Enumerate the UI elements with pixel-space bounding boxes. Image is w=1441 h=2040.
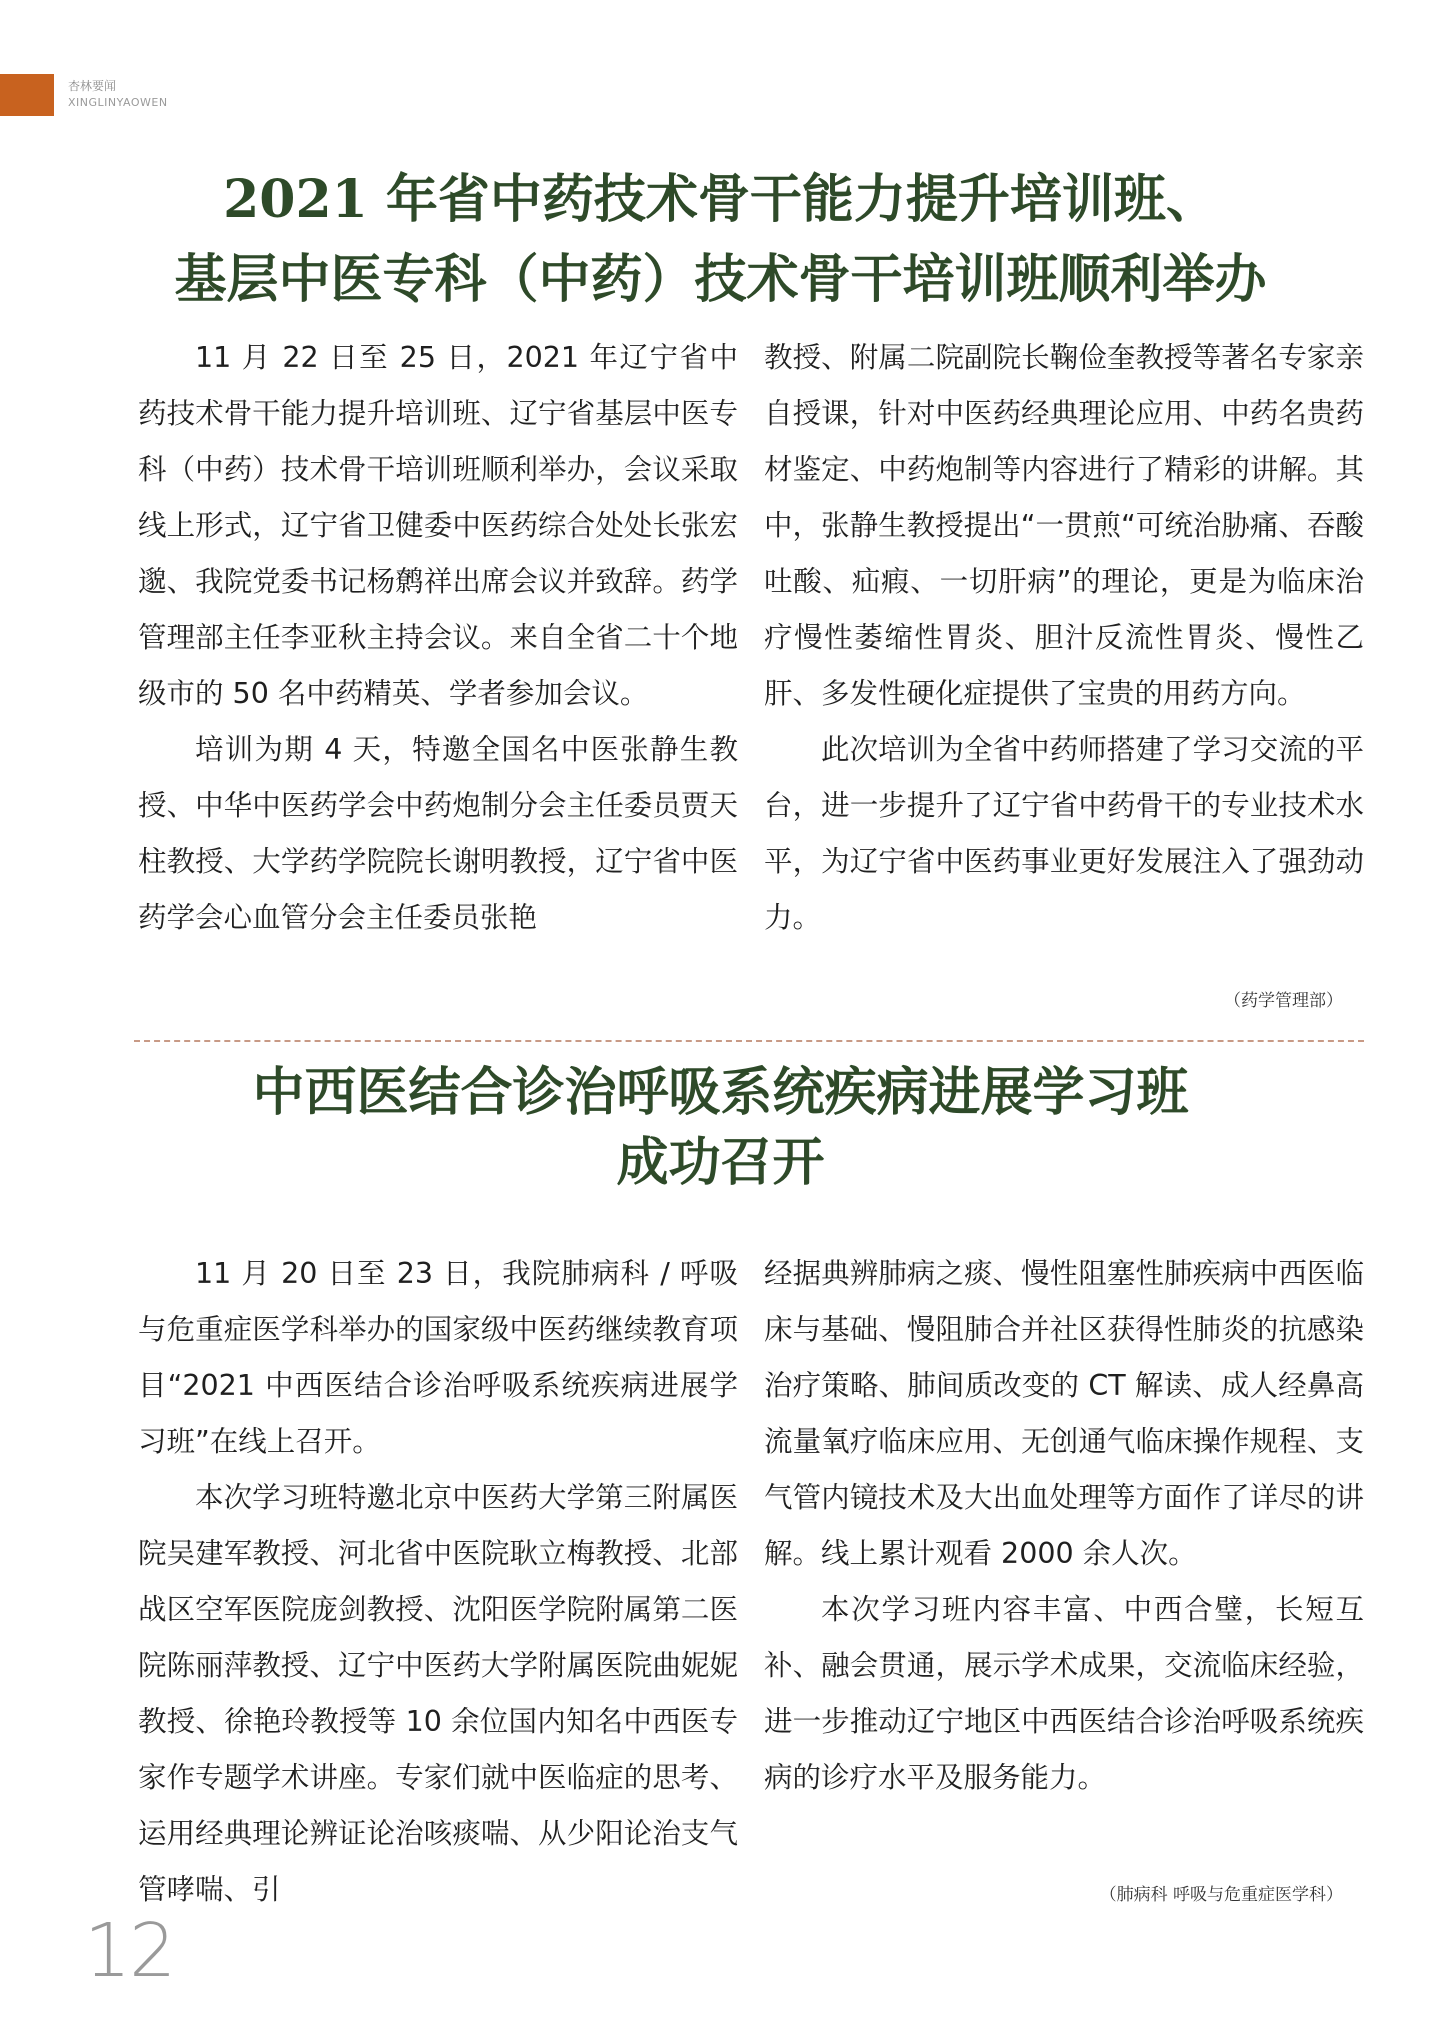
article1-paragraph: 教授、附属二院副院长鞠俭奎教授等著名专家亲自授课，针对中医药经典理论应用、中药名贵药材鉴定、中药炮制等内容进行了精彩的讲解。其中，张静生教授提出“一贯煎“可统治胁痛、吞酸吐酸、疝瘕、一切肝病”的理论，更是为临床治疗慢性萎缩性胃炎、胆汁反流性胃炎、慢性乙肝、多发性硬化症提供了宝贵的用药方向。	[764, 341, 1364, 710]
article2-title-line2: 成功召开	[616, 1132, 825, 1193]
article2-paragraph: 经据典辨肺病之痰、慢性阻塞性肺疾病中西医临床与基础、慢阻肺合并社区获得性肺炎的抗感染治疗策略、肺间质改变的 CT 解读、成人经鼻高流量氧疗临床应用、无创通气临床操作规程、支气管内镜技术及大出血处理等方面作了详尽的讲解。线上累计观看 2000 余人次。	[764, 1257, 1364, 1570]
article2-left-column	[138, 1246, 738, 1918]
section-label-pinyin: XINGLINYAOWEN	[68, 96, 168, 109]
article2-source: （肺病科 呼吸与危重症医学科）	[1099, 1885, 1343, 1905]
page-number: 12	[84, 1908, 175, 1994]
section-color-tab	[0, 74, 54, 116]
article1-paragraph: 此次培训为全省中药师搭建了学习交流的平台，进一步提升了辽宁省中药骨干的专业技术水平，为辽宁省中医药事业更好发展注入了强劲动力。	[764, 733, 1364, 934]
article1-title-line1: 2021 年省中药技术骨干能力提升培训班、	[223, 169, 1218, 230]
article2-title	[0, 1058, 1441, 1198]
article1-paragraph: 培训为期 4 天，特邀全国名中医张静生教授、中华中医药学会中药炮制分会主任委员贾天柱教授、大学药学院院长谢明教授，辽宁省中医药学会心血管分会主任委员张艳	[138, 733, 738, 934]
article1-source: （药学管理部）	[1224, 991, 1343, 1011]
article2-paragraph: 11 月 20 日至 23 日，我院肺病科 / 呼吸与危重症医学科举办的国家级中医药继续教育项目“2021 中西医结合诊治呼吸系统疾病进展学习班”在线上召开。	[138, 1257, 738, 1458]
article1-left-column	[138, 330, 738, 946]
article2-paragraph: 本次学习班内容丰富、中西合璧，长短互补、融会贯通，展示学术成果，交流临床经验，进一步推动辽宁地区中西医结合诊治呼吸系统疾病的诊疗水平及服务能力。	[764, 1593, 1364, 1794]
article-divider	[134, 1040, 1364, 1042]
section-label: 杏林要闻	[68, 79, 117, 93]
article1-title	[0, 160, 1441, 320]
article2-right-column	[764, 1246, 1364, 1806]
article2-paragraph: 本次学习班特邀北京中医药大学第三附属医院吴建军教授、河北省中医院耿立梅教授、北部战区空军医院庞剑教授、沈阳医学院附属第二医院陈丽萍教授、辽宁中医药大学附属医院曲妮妮教授、徐艳玲教授等 10 余位国内知名中西医专家作专题学术讲座。专家们就中医临症的思考、运用经典理论辨证论治咳痰喘、从少阳论治支气管哮喘、引	[138, 1481, 738, 1906]
article1-paragraph: 11 月 22 日至 25 日，2021 年辽宁省中药技术骨干能力提升培训班、辽宁省基层中医专科（中药）技术骨干培训班顺利举办，会议采取线上形式，辽宁省卫健委中医药综合处处长张宏邈、我院党委书记杨鹩祥出席会议并致辞。药学管理部主任李亚秋主持会议。来自全省二十个地级市的 50 名中药精英、学者参加会议。	[138, 341, 738, 710]
article1-title-line2: 基层中医专科（中药）技术骨干培训班顺利举办	[174, 249, 1267, 310]
article2-title-line1: 中西医结合诊治呼吸系统疾病进展学习班	[252, 1062, 1189, 1123]
article1-right-column	[764, 330, 1364, 946]
